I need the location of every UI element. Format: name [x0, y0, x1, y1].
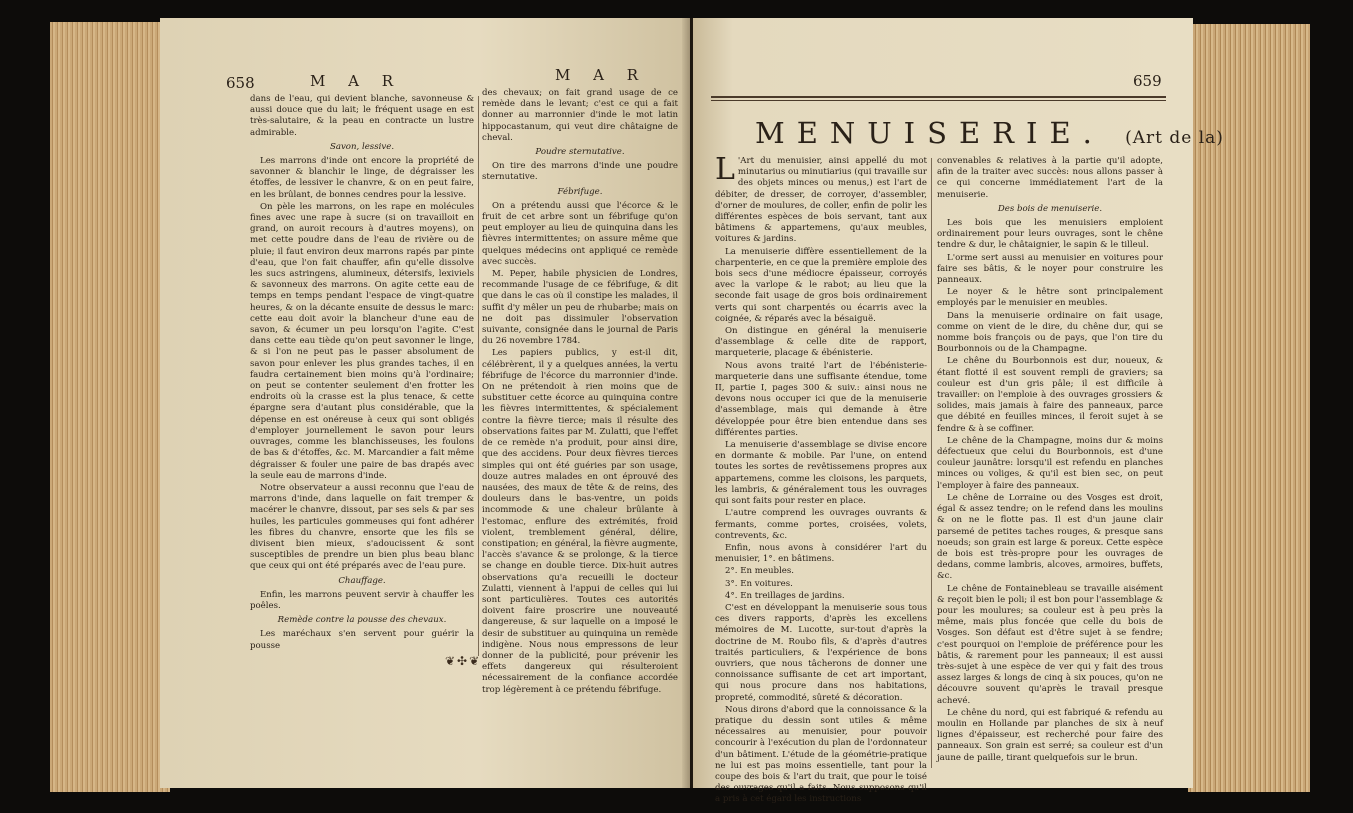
tailpiece-ornament: ❦✣❦: [445, 654, 482, 668]
paragraph: Le chêne de la Champagne, moins dur & moins défectueux que celui du Bourbonnois, est d'une couleur jaunâtre: lorsqu'il est refendu en planches minces ou voliges, & qu'il est bien sec, on peut l'employer à faire des panneaux.: [937, 435, 1163, 491]
section-heading-bois: Des bois de menuiserie.: [997, 203, 1103, 214]
paragraph: des chevaux; on fait grand usage de ce remède dans le levant; c'est ce qui a fait donner au marronnier d'inde le mot latin hippocastanum, qui veut dire châtaigne de cheval.: [482, 88, 678, 143]
paragraph: M. Peper, habile physicien de Londres, recommande l'usage de ce fébrifuge, & dit que dans le cas où il constipe les malades, il suffit d'y mêler un peu de rhubarbe; mais on ne doit pas dissimuler l'observation suivante, consignée dans le journal de Paris du 26 novembre 1784.: [482, 269, 678, 347]
paragraph: Le chêne de Fontainebleau se travaille aisément & reçoit bien le poli; il est bon pour l'assemblage & pour les moulures; sa couleur est à peu près la même, mais plus foncée que celle du bois de Vosges. Son défaut est d'être sujet à se fendre; c'est pourquoi on l'emploie de préférence pour les bâtis, & rarement pour les panneaux; il est aussi très-sujet à une espèce de ver qui y fait des trous assez larges & longs de cinq à six pouces, qu'on ne découvre souvent qu'après le travail presque achevé.: [937, 583, 1163, 706]
left-column-2: [482, 88, 678, 697]
left-page: [160, 18, 690, 788]
column-separator: [931, 158, 932, 768]
paragraph: Le chêne du nord, qui est fabriqué & refendu au moulin en Hollande par planches de six à neuf lignes d'épaisseur, est recherché pour faire des panneaux. Son grain est serré; sa couleur est d'un jaune de paille, tirant quelquefois sur le brun.: [937, 707, 1163, 763]
paragraph: Les maréchaux s'en servent pour guérir la pousse: [250, 629, 474, 651]
paragraph: La menuiserie diffère essentiellement de la charpenterie, en ce que la première emploie des bois secs d'une médiocre épaisseur, corroyés avec la varlope & le rabot; au lieu que la seconde fait usage de gros bois ordinairement verts qui sont charpentés ou écarris avec la coignée, & réparés avec la bésaiguë.: [715, 246, 927, 324]
section-heading-poudre: Poudre sternutative.: [535, 147, 625, 158]
left-running-head-col1: M A R: [310, 72, 403, 90]
article-title: [755, 116, 1224, 150]
paragraph: Les papiers publics, y est-il dit, célébrèrent, il y a quelques années, la vertu fébrifuge de l'écorce du marronnier d'inde. On ne prétendoit à rien moins que de substituer cette écorce au quinquina contre les fièvres intermittentes, & spécialement contre la fièvre tierce; mais il résulte des observations faites par M. Zulatti, que l'effet de ce remède n'a produit, pour ainsi dire, que des accidens. Pour deux fièvres tierces simples qui ont été guéries par son usage, douze autres malades en ont éprouvé des nausées, des maux de tête & de reins, des douleurs dans le bas-ventre, un poids incommode & une chaleur brûlante à l'estomac, enflure des extrémités, froid violent, tremblement général, délire, constipation; en général, la fièvre augmente, l'accès s'avance & se prolonge, & la tierce se change en double tierce. Dix-huit autres observations qu'a recueilli le docteur Zulatti, viennent à l'appui de celles qui lui sont particulières. Toutes ces autorités doivent faire proscrire une nouveauté dangereuse, & sur laquelle on a imposé le desir de substituer au quinquina un remède indigène. Nous nous empressons de leur donner de la publicité, pour prévenir les effets dangereux qui résulteroient nécessairement de la confiance accordée trop légèrement à ce prétendu fébrifuge.: [482, 348, 678, 695]
list-item: 3°. En voitures.: [725, 578, 793, 589]
right-page-number: 659: [1133, 72, 1162, 90]
article-title-main: MENUISERIE.: [755, 116, 1104, 150]
paragraph: C'est en développant la menuiserie sous tous ces divers rapports, d'après les excellens mémoires de M. Lucotte, sur-tout d'après la doctrine de M. Roubo fils, & d'après d'autres traités particuliers, & l'expérience de bons ouvriers, que nous tâcherons de donner une connoissance suffisante de cet art important, qui nous procure dans nos habitations, propreté, commodité, sûreté & décoration.: [715, 602, 927, 703]
paragraph: Enfin, nous avons à considérer l'art du menuisier, 1°. en bâtimens.: [715, 542, 927, 565]
paragraph: convenables & relatives à la partie qu'il adopte, afin de la traiter avec succès: nous allons passer à ce qui concerne immédiatement l'art de la menuiserie.: [937, 156, 1163, 200]
column-separator: [478, 96, 479, 656]
header-rule-thin: [711, 100, 1166, 101]
header-rule-thick: [711, 96, 1166, 98]
paragraph: Notre observateur a aussi reconnu que l'eau de marrons d'inde, dans laquelle on fait tremper & macérer le chanvre, dissout, par ses sels & par ses huiles, les particules gommeuses qui font adhérer les fibres du chanvre, ensorte que les fils se divisent bien mieux, s'adoucissent & sont susceptibles de prendre un bien plus beau blanc que ceux qui ont été préparés avec de l'eau pure.: [250, 482, 474, 572]
left-page-edges: [50, 22, 170, 792]
article-title-paren: (Art de la): [1125, 128, 1224, 148]
right-column-2: [937, 156, 1163, 765]
section-heading-febrifuge: Fébrifuge.: [557, 186, 603, 197]
list-item: 2°. En meubles.: [725, 566, 795, 577]
paragraph: Nous avons traité l'art de l'ébénisterie-marqueterie dans une suffisante étendue, tome II, partie I, pages 300 & suiv.: ainsi nous ne devons nous occuper ici que de la menuiserie d'assemblage, mais qui demande à être développée pour être bien entendue dans ses différentes parties.: [715, 360, 927, 438]
paragraph-text: 'Art du menuisier, ainsi appellé du mot minutarius ou minutiarius (qui travaille sur des objets minces ou menus,) est l'art de débiter, de dresser, de corroyer, d'assembler, d'orner de moulures, de coller, enfin de polir les différentes espèces de bois servant, tant aux bâtimens & appartemens, qu'aux meubles, voitures & jardins.: [715, 156, 927, 245]
paragraph: Les bois que les menuisiers emploient ordinairement pour leurs ouvrages, sont le chêne tendre & dur, le châtaignier, le sapin & le tilleul.: [937, 218, 1163, 251]
paragraph: On pèle les marrons, on les rape en molécules fines avec une rape à sucre (si on travailloit en grand, on auroit recours à d'autres moyens), on met cette poudre dans de l'eau de rivière ou de pluie; il faut environ deux marrons rapés par pinte d'eau, que l'on fait chauffer, afin qu'elle dissolve les sucs astringens, alumineux, détersifs, lexiviels & savonneux des marrons. On agite cette eau de temps en temps pendant l'espace de vingt-quatre heures, & on la décante ensuite de dessus le marc: cette eau doit avoir la blancheur d'une eau de savon, & écumer un peu lorsqu'on l'agite. C'est dans cette eau tiède qu'on peut savonner le linge, & si l'on ne peut pas le passer absolument de savon pour enlever les plus grandes taches, il en faudra certainement bien moins qu'à l'ordinaire; on peut se contenter seulement d'en frotter les endroits où la crasse est la plus tenace, & cette épargne sera d'autant plus considérable, que la dépense en est onéreuse à ceux qui sont obligés d'employer journellement le savon pour leurs ouvrages, comme les blanchisseuses, les foulons de bas & d'étoffes, &c. M. Marcandier a fait même dégraisser & fouler une paire de bas drapés avec la seule eau de marrons d'inde.: [250, 201, 474, 481]
list-item: 4°. En treillages de jardins.: [725, 590, 845, 601]
paragraph: [715, 152, 927, 246]
left-column-1: [250, 94, 474, 653]
paragraph: La menuiserie d'assemblage se divise encore en dormante & mobile. Par l'une, on entend toutes les sortes de revêtissemens propres aux appartemens, comme les cloisons, les parquets, les lambris, & généralement tous les ouvrages qui sont faits pour rester en place.: [715, 440, 927, 507]
paragraph: Nous dirons d'abord que la connoissance & la pratique du dessin sont utiles & même nécessaires au menuisier, pour pouvoir concourir à l'exécution du plan de l'ordonnateur d'un bâtiment. L'étude de la géométrie-pratique ne lui est pas moins essentielle, tant pour la coupe des bois & l'art du trait, que pour le toisé des ouvrages qu'il a faits. Nous supposons qu'il a pris à cet égard les instructions: [715, 704, 927, 805]
paragraph: Le noyer & le hêtre sont principalement employés par le menuisier en meubles.: [937, 287, 1163, 309]
right-page: [693, 18, 1224, 805]
paragraph: Le chêne de Lorraine ou des Vosges est droit, égal & assez tendre; on le refend dans les moulins & on ne le flotte pas. Il est d'un jaune clair parsemé de petites taches rouges, & presque sans noeuds; son grain est large & poreux. Cette espèce de bois est très-propre pour les ouvrages de dedans, comme lambris, alcoves, armoires, buffets, &c.: [937, 492, 1163, 582]
paragraph: L'autre comprend les ouvrages ouvrants & fermants, comme portes, croisées, volets, contrevents, &c.: [715, 508, 927, 541]
section-heading-chauffage: Chauffage.: [338, 575, 386, 586]
paragraph: On a prétendu aussi que l'écorce & le fruit de cet arbre sont un fébrifuge qu'on peut employer au lieu de quinquina dans les fièvres intermittentes; on assure même que quelques médecins ont appliqué ce remède avec succès.: [482, 200, 678, 267]
paragraph: Dans la menuiserie ordinaire on fait usage, comme on vient de le dire, du chêne dur, qui se nomme bois françois ou de pays, que l'on tire du Bourbonnois ou de la Champagne.: [937, 310, 1163, 355]
right-column-1: [715, 152, 927, 807]
left-running-head-col2: M A R: [555, 66, 648, 84]
paragraph: dans de l'eau, qui devient blanche, savonneuse & aussi douce que du lait; le fréquent usage en est très-salutaire, & la peau en contracte un lustre admirable.: [250, 94, 474, 138]
paragraph: L'orme sert aussi au menuisier en voitures pour faire ses bâtis, & le noyer pour construire les panneaux.: [937, 252, 1163, 286]
paragraph: On distingue en général la menuiserie d'assemblage & celle dite de rapport, marqueterie, placage & ébénisterie.: [715, 326, 927, 359]
paragraph: Le chêne du Bourbonnois est dur, noueux, & étant flotté il est souvent rempli de graviers; sa couleur est d'un gris pâle; il est difficile à travailler: on l'emploie à des ouvrages grossiers & solides, mais jamais à faire des panneaux, parce que débité en feuilles minces, il feroit sujet à se fendre & à se coffiner.: [937, 356, 1163, 434]
paragraph: On tire des marrons d'inde une poudre sternutative.: [482, 161, 678, 183]
left-page-number: 658: [226, 74, 255, 92]
paragraph: Les marrons d'inde ont encore la propriété de savonner & blanchir le linge, de dégraisser les étoffes, de lessiver le chanvre, & on en peut faire, en les brûlant, de bonnes cendres pour la lessive.: [250, 156, 474, 200]
section-heading-remede: Remède contre la pousse des chevaux.: [277, 615, 447, 626]
drop-cap: L: [715, 152, 735, 187]
section-heading-savon: Savon, lessive.: [329, 141, 395, 152]
paragraph: Enfin, les marrons peuvent servir à chauffer les poêles.: [250, 589, 474, 611]
